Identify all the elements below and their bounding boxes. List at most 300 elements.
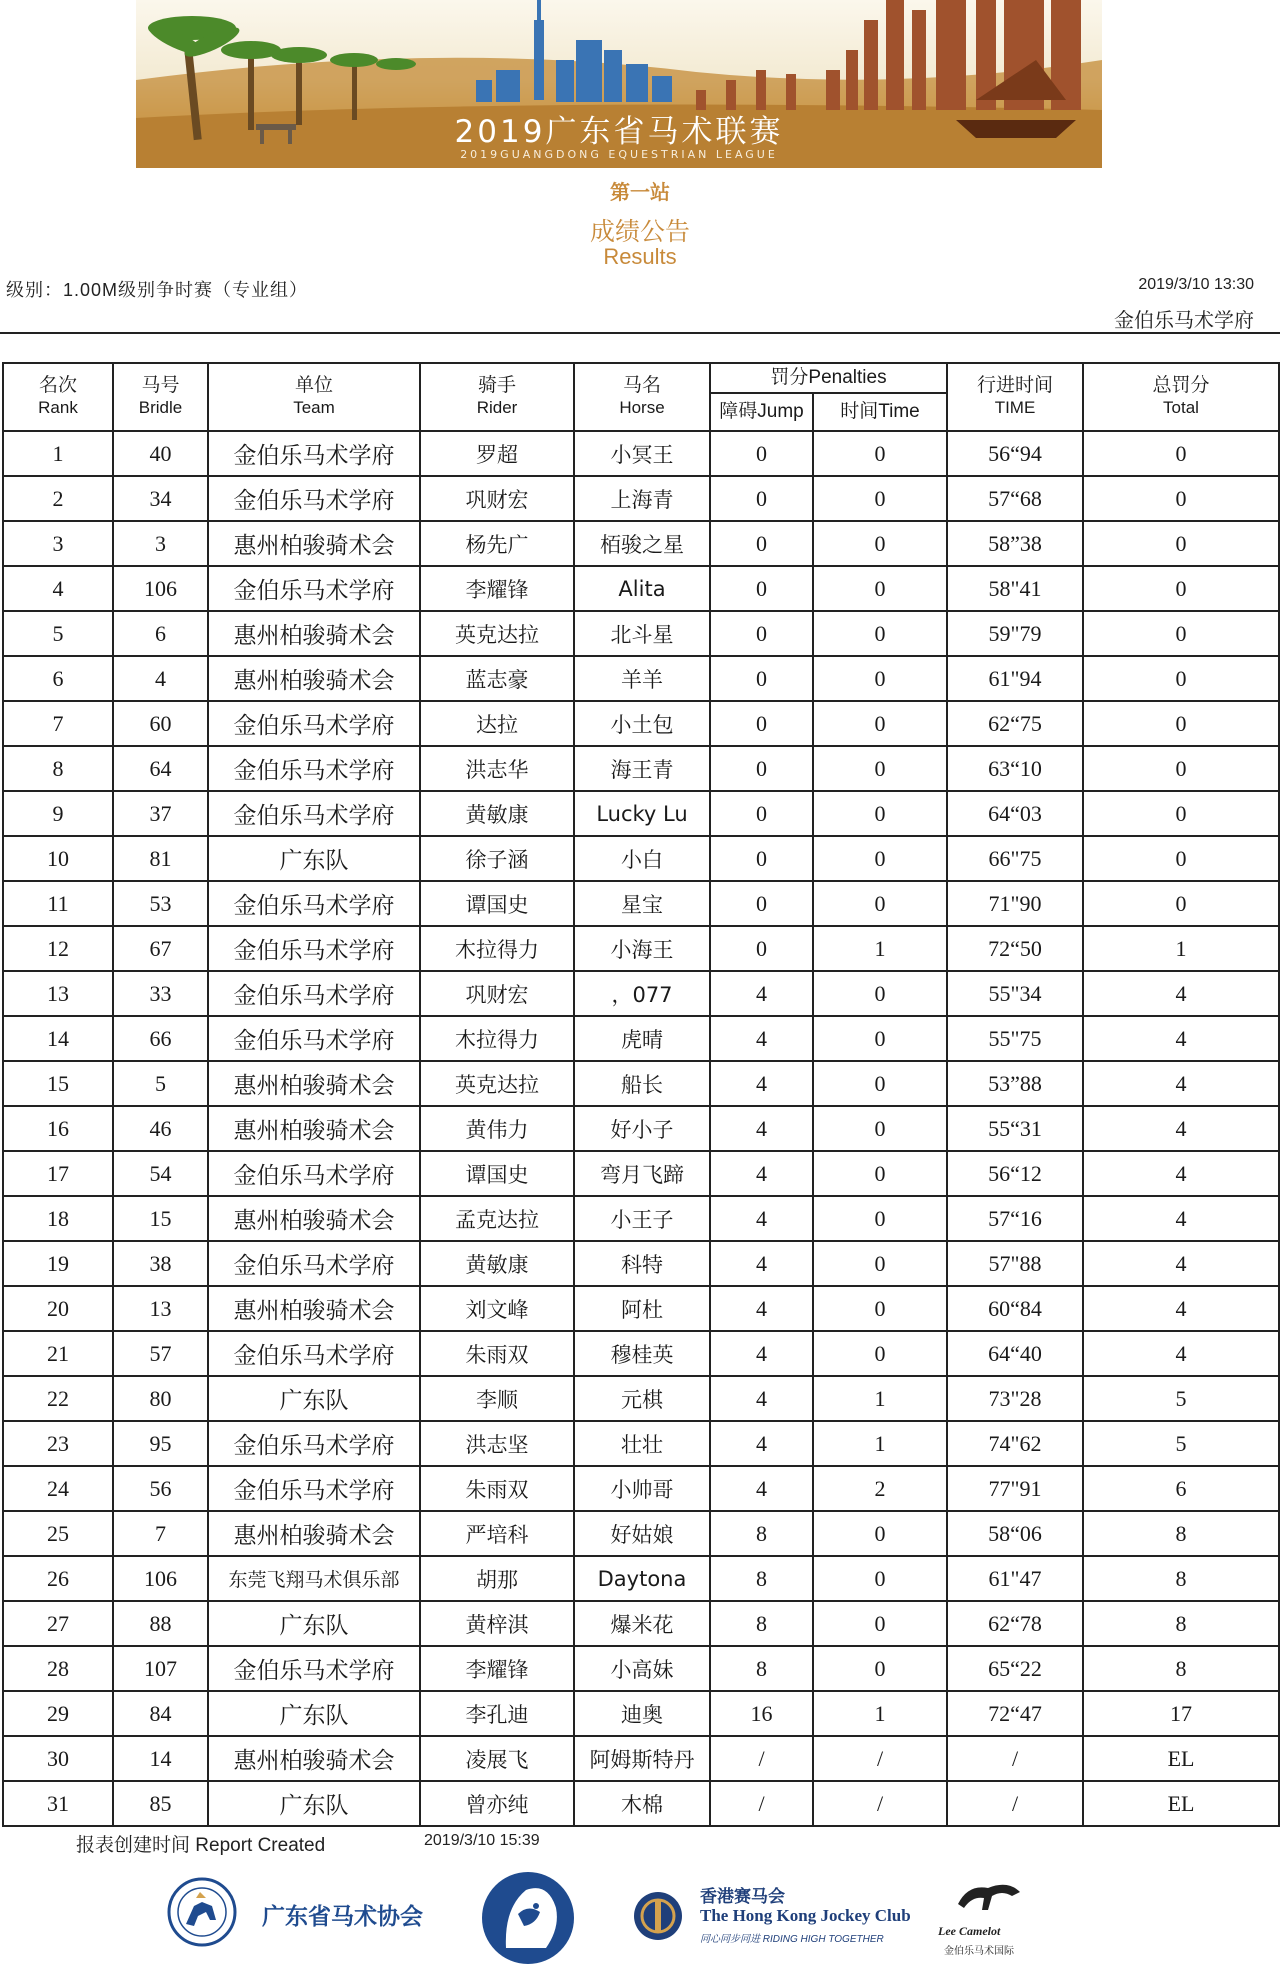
cell-total: 4 (1083, 1196, 1279, 1241)
col-team-cn: 单位 (294, 375, 333, 396)
cell-bridle: 33 (113, 971, 208, 1016)
table-row (3, 1421, 1279, 1466)
col-rider-en: Rider (476, 398, 518, 417)
cell-jump-penalty: 0 (710, 521, 813, 566)
cell-time-penalty: / (813, 1736, 947, 1781)
cell-horse: 羊羊 (574, 656, 710, 701)
cell-time: 58"41 (947, 566, 1083, 611)
cell-team: 金伯乐马术学府 (208, 1331, 420, 1376)
cell-rank: 12 (3, 926, 113, 971)
cell-time-penalty: 1 (813, 1421, 947, 1466)
cell-time-penalty: 0 (813, 476, 947, 521)
cell-rider: 徐子涵 (420, 836, 574, 881)
cell-rider: 凌展飞 (420, 1736, 574, 1781)
cell-rider: 黄伟力 (420, 1106, 574, 1151)
cell-rank: 7 (3, 701, 113, 746)
camelot-emblem-icon (948, 1874, 1028, 1923)
cell-total: 4 (1083, 1331, 1279, 1376)
cell-horse: 阿姆斯特丹 (574, 1736, 710, 1781)
cell-rider: 孟克达拉 (420, 1196, 574, 1241)
cell-bridle: 60 (113, 701, 208, 746)
table-row (3, 746, 1279, 791)
col-total-en: Total (1163, 398, 1199, 417)
table-row (3, 521, 1279, 566)
cell-bridle: 57 (113, 1331, 208, 1376)
cell-rank: 19 (3, 1241, 113, 1286)
cell-horse: 木棉 (574, 1781, 710, 1826)
cell-total: 4 (1083, 1151, 1279, 1196)
cell-time-penalty: 1 (813, 926, 947, 971)
cell-team: 惠州柏骏骑术会 (208, 656, 420, 701)
cell-rank: 1 (3, 431, 113, 476)
table-row (3, 1061, 1279, 1106)
cell-team: 金伯乐马术学府 (208, 881, 420, 926)
results-title-en: Results (603, 244, 677, 269)
cell-jump-penalty: 8 (710, 1511, 813, 1556)
cell-rank: 29 (3, 1691, 113, 1736)
cell-rank: 25 (3, 1511, 113, 1556)
table-row (3, 656, 1279, 701)
cell-team: 广东队 (208, 836, 420, 881)
table-row (3, 791, 1279, 836)
cell-bridle: 15 (113, 1196, 208, 1241)
cell-time: 66"75 (947, 836, 1083, 881)
banner-subtitle: 2019GUANGDONG EQUESTRIAN LEAGUE (460, 148, 778, 161)
cell-rider: 胡那 (420, 1556, 574, 1601)
cell-horse: 壮壮 (574, 1421, 710, 1466)
cell-total: 4 (1083, 1061, 1279, 1106)
cell-team: 金伯乐马术学府 (208, 1466, 420, 1511)
table-row (3, 1736, 1279, 1781)
cell-rank: 14 (3, 1016, 113, 1061)
cell-rank: 28 (3, 1646, 113, 1691)
cell-rider: 谭国史 (420, 1151, 574, 1196)
cell-total: 1 (1083, 926, 1279, 971)
col-horse-en: Horse (619, 398, 665, 417)
cell-team: 金伯乐马术学府 (208, 566, 420, 611)
cell-jump-penalty: 4 (710, 1196, 813, 1241)
cell-time: 64“40 (947, 1331, 1083, 1376)
cell-rider: 洪志华 (420, 746, 574, 791)
cell-rider: 谭国史 (420, 881, 574, 926)
cell-horse: 小海王 (574, 926, 710, 971)
cell-jump-penalty: 4 (710, 1331, 813, 1376)
cell-jump-penalty: 0 (710, 881, 813, 926)
col-horse (574, 363, 710, 431)
cell-team: 金伯乐马术学府 (208, 1421, 420, 1466)
cell-rider: 洪志坚 (420, 1421, 574, 1466)
cell-total: 6 (1083, 1466, 1279, 1511)
cell-rank: 20 (3, 1286, 113, 1331)
cell-time: 65“22 (947, 1646, 1083, 1691)
cell-horse: 星宝 (574, 881, 710, 926)
cell-total: 0 (1083, 431, 1279, 476)
cell-horse: 元棋 (574, 1376, 710, 1421)
cell-team: 广东队 (208, 1601, 420, 1646)
table-row (3, 1691, 1279, 1736)
table-row (3, 836, 1279, 881)
cell-bridle: 85 (113, 1781, 208, 1826)
cell-team: 广东队 (208, 1376, 420, 1421)
cell-rider: 达拉 (420, 701, 574, 746)
cell-rank: 6 (3, 656, 113, 701)
cell-horse: 好小子 (574, 1106, 710, 1151)
cell-total: 5 (1083, 1421, 1279, 1466)
cell-bridle: 5 (113, 1061, 208, 1106)
cell-rider: 黄敏康 (420, 1241, 574, 1286)
cell-time-penalty: 0 (813, 1511, 947, 1556)
cell-horse: 迪奥 (574, 1691, 710, 1736)
cell-time: / (947, 1736, 1083, 1781)
cell-team: 惠州柏骏骑术会 (208, 521, 420, 566)
cell-rider: 木拉得力 (420, 926, 574, 971)
cell-bridle: 38 (113, 1241, 208, 1286)
cell-bridle: 13 (113, 1286, 208, 1331)
cell-time-penalty: 0 (813, 791, 947, 836)
table-row (3, 476, 1279, 521)
cell-total: 0 (1083, 836, 1279, 881)
col-rider-cn: 骑手 (477, 375, 516, 396)
table-row (3, 926, 1279, 971)
cell-team: 金伯乐马术学府 (208, 791, 420, 836)
cell-bridle: 34 (113, 476, 208, 521)
cell-rank: 4 (3, 566, 113, 611)
cell-time: 58”38 (947, 521, 1083, 566)
header-row (3, 363, 1279, 393)
cell-time: 55“31 (947, 1106, 1083, 1151)
cell-jump-penalty: 4 (710, 1061, 813, 1106)
cell-time-penalty: 0 (813, 1151, 947, 1196)
cell-time-penalty: 2 (813, 1466, 947, 1511)
cell-rider: 巩财宏 (420, 476, 574, 521)
cell-rider: 曾亦纯 (420, 1781, 574, 1826)
camelot-name-en: Lee Camelot (938, 1924, 1001, 1938)
cell-time-penalty: 0 (813, 1286, 947, 1331)
cell-horse: 爆米花 (574, 1601, 710, 1646)
cell-team: 惠州柏骏骑术会 (208, 1286, 420, 1331)
cell-rider: 黄梓淇 (420, 1601, 574, 1646)
cell-bridle: 106 (113, 566, 208, 611)
cell-total: 5 (1083, 1376, 1279, 1421)
cell-bridle: 95 (113, 1421, 208, 1466)
cell-jump-penalty: 0 (710, 791, 813, 836)
gd-assoc-emblem-icon (166, 1876, 238, 1953)
cell-bridle: 66 (113, 1016, 208, 1061)
cell-total: 4 (1083, 1016, 1279, 1061)
table-row (3, 1511, 1279, 1556)
cell-jump-penalty: 4 (710, 1151, 813, 1196)
table-row (3, 1466, 1279, 1511)
cell-rank: 11 (3, 881, 113, 926)
cell-time: 59"79 (947, 611, 1083, 656)
cell-horse: 穆桂英 (574, 1331, 710, 1376)
col-penalties: 罚分Penalties (710, 363, 947, 393)
cell-team: 广东队 (208, 1691, 420, 1736)
cell-jump-penalty: / (710, 1736, 813, 1781)
cell-rank: 3 (3, 521, 113, 566)
cell-time: 53”88 (947, 1061, 1083, 1106)
col-time-cn: 行进时间 (977, 375, 1054, 396)
timestamp: 2019/3/10 13:30 (1138, 276, 1254, 293)
col-total-cn: 总罚分 (1152, 375, 1210, 396)
cell-team: 惠州柏骏骑术会 (208, 1511, 420, 1556)
cell-time-penalty: 0 (813, 1646, 947, 1691)
cell-rank: 18 (3, 1196, 113, 1241)
cell-team: 东莞飞翔马术俱乐部 (208, 1556, 420, 1601)
cell-team: 金伯乐马术学府 (208, 1646, 420, 1691)
hkjc-emblem-icon (632, 1890, 684, 1947)
hkjc-slogan: 同心同步同进 RIDING HIGH TOGETHER (700, 1934, 884, 1945)
cell-time: 57“16 (947, 1196, 1083, 1241)
cell-time-penalty: 0 (813, 656, 947, 701)
cell-time-penalty: 0 (813, 431, 947, 476)
cell-bridle: 14 (113, 1736, 208, 1781)
cell-team: 惠州柏骏骑术会 (208, 1736, 420, 1781)
cell-rank: 17 (3, 1151, 113, 1196)
cell-total: 0 (1083, 521, 1279, 566)
cell-rank: 24 (3, 1466, 113, 1511)
table-row (3, 1556, 1279, 1601)
cell-jump-penalty: 0 (710, 611, 813, 656)
horse-head-logo-icon (476, 1868, 580, 1973)
cell-bridle: 54 (113, 1151, 208, 1196)
cell-jump-penalty: 0 (710, 836, 813, 881)
cell-bridle: 3 (113, 521, 208, 566)
cell-horse: 栢骏之星 (574, 521, 710, 566)
cell-rank: 15 (3, 1061, 113, 1106)
cell-time-penalty: 0 (813, 1556, 947, 1601)
cell-team: 金伯乐马术学府 (208, 431, 420, 476)
cell-total: 17 (1083, 1691, 1279, 1736)
col-bridle (113, 363, 208, 431)
cell-horse: 科特 (574, 1241, 710, 1286)
cell-rider: 朱雨双 (420, 1331, 574, 1376)
cell-bridle: 106 (113, 1556, 208, 1601)
sponsor-logos (0, 1868, 1280, 1968)
cell-time-penalty: 0 (813, 701, 947, 746)
cell-bridle: 81 (113, 836, 208, 881)
table-row (3, 1016, 1279, 1061)
cell-bridle: 107 (113, 1646, 208, 1691)
cell-jump-penalty: 4 (710, 1421, 813, 1466)
cell-time-penalty: 0 (813, 1601, 947, 1646)
cell-time-penalty: / (813, 1781, 947, 1826)
cell-team: 金伯乐马术学府 (208, 926, 420, 971)
cell-jump-penalty: 8 (710, 1646, 813, 1691)
table-row (3, 701, 1279, 746)
cell-rank: 16 (3, 1106, 113, 1151)
cell-time: 77"91 (947, 1466, 1083, 1511)
cell-jump-penalty: 4 (710, 1106, 813, 1151)
cell-time-penalty: 0 (813, 1106, 947, 1151)
col-rider (420, 363, 574, 431)
table-row (3, 1196, 1279, 1241)
col-team-en: Team (293, 398, 335, 417)
cell-team: 金伯乐马术学府 (208, 476, 420, 521)
cell-jump-penalty: 4 (710, 1241, 813, 1286)
cell-horse: 船长 (574, 1061, 710, 1106)
cell-jump-penalty: 0 (710, 926, 813, 971)
table-row (3, 1241, 1279, 1286)
cell-time: 57"88 (947, 1241, 1083, 1286)
table-row (3, 1601, 1279, 1646)
cell-rank: 2 (3, 476, 113, 521)
cell-total: 0 (1083, 701, 1279, 746)
cell-rider: 木拉得力 (420, 1016, 574, 1061)
camelot-name-cn: 金伯乐马术国际 (944, 1946, 1014, 1957)
cell-rider: 杨先广 (420, 521, 574, 566)
cell-rider: 巩财宏 (420, 971, 574, 1016)
cell-total: EL (1083, 1736, 1279, 1781)
report-created-label: 报表创建时间 Report Created (76, 1835, 326, 1856)
col-rank (3, 363, 113, 431)
col-rank-en: Rank (38, 398, 78, 417)
cell-rank: 30 (3, 1736, 113, 1781)
cell-time-penalty: 0 (813, 1016, 947, 1061)
cell-total: 8 (1083, 1511, 1279, 1556)
cell-rider: 英克达拉 (420, 611, 574, 656)
col-bridle-cn: 马号 (141, 375, 180, 396)
cell-total: 0 (1083, 791, 1279, 836)
cell-bridle: 37 (113, 791, 208, 836)
cell-team: 惠州柏骏骑术会 (208, 1196, 420, 1241)
col-time-en: TIME (994, 398, 1036, 417)
cell-time: 73"28 (947, 1376, 1083, 1421)
cell-bridle: 7 (113, 1511, 208, 1556)
cell-time-penalty: 1 (813, 1376, 947, 1421)
cell-horse: 小高妹 (574, 1646, 710, 1691)
cell-time-penalty: 1 (813, 1691, 947, 1736)
cell-time-penalty: 0 (813, 836, 947, 881)
cell-rank: 26 (3, 1556, 113, 1601)
col-rank-cn: 名次 (38, 375, 77, 396)
cell-jump-penalty: 0 (710, 476, 813, 521)
cell-total: 4 (1083, 1106, 1279, 1151)
cell-total: 4 (1083, 971, 1279, 1016)
divider (0, 332, 1280, 334)
cell-time: 63“10 (947, 746, 1083, 791)
cell-rider: 蓝志豪 (420, 656, 574, 701)
cell-horse: 虎晴 (574, 1016, 710, 1061)
cell-jump-penalty: 4 (710, 1286, 813, 1331)
cell-rider: 黄敏康 (420, 791, 574, 836)
results-table (2, 362, 1280, 1827)
cell-rider: 朱雨双 (420, 1466, 574, 1511)
cell-team: 惠州柏骏骑术会 (208, 1061, 420, 1106)
table-row (3, 1781, 1279, 1826)
cell-total: EL (1083, 1781, 1279, 1826)
col-time-penalty: 时间Time (813, 393, 947, 431)
col-total (1083, 363, 1279, 431)
cell-horse: Alita (574, 566, 710, 611)
cell-rank: 21 (3, 1331, 113, 1376)
cell-total: 0 (1083, 881, 1279, 926)
cell-team: 金伯乐马术学府 (208, 746, 420, 791)
cell-bridle: 53 (113, 881, 208, 926)
cell-horse: 好姑娘 (574, 1511, 710, 1556)
cell-team: 金伯乐马术学府 (208, 1016, 420, 1061)
cell-rank: 23 (3, 1421, 113, 1466)
cell-time: 55"75 (947, 1016, 1083, 1061)
results-body (3, 431, 1279, 1826)
cell-rider: 李耀锋 (420, 566, 574, 611)
cell-rank: 13 (3, 971, 113, 1016)
cell-total: 4 (1083, 1286, 1279, 1331)
cell-time: / (947, 1781, 1083, 1826)
cell-rider: 严培科 (420, 1511, 574, 1556)
gd-assoc-name: 广东省马术协会 (262, 1903, 423, 1929)
cell-jump-penalty: 4 (710, 1016, 813, 1061)
cell-jump-penalty: 4 (710, 971, 813, 1016)
cell-total: 0 (1083, 611, 1279, 656)
cell-team: 惠州柏骏骑术会 (208, 1106, 420, 1151)
cell-rank: 10 (3, 836, 113, 881)
banner-title: 2019广东省马术联赛 (454, 114, 784, 150)
cell-total: 0 (1083, 566, 1279, 611)
cell-time: 56“12 (947, 1151, 1083, 1196)
cell-horse: 小帅哥 (574, 1466, 710, 1511)
cell-total: 8 (1083, 1646, 1279, 1691)
cell-team: 惠州柏骏骑术会 (208, 611, 420, 656)
cell-time-penalty: 0 (813, 746, 947, 791)
cell-jump-penalty: 0 (710, 701, 813, 746)
cell-time: 72“50 (947, 926, 1083, 971)
cell-time: 74"62 (947, 1421, 1083, 1466)
cell-time-penalty: 0 (813, 1061, 947, 1106)
col-bridle-en: Bridle (138, 398, 183, 417)
table-row (3, 1646, 1279, 1691)
cell-time-penalty: 0 (813, 881, 947, 926)
cell-bridle: 84 (113, 1691, 208, 1736)
cell-time: 56“94 (947, 431, 1083, 476)
table-row (3, 611, 1279, 656)
table-row (3, 1151, 1279, 1196)
cell-jump-penalty: 8 (710, 1556, 813, 1601)
cell-rank: 9 (3, 791, 113, 836)
cell-jump-penalty: 16 (710, 1691, 813, 1736)
col-time (947, 363, 1083, 431)
table-row (3, 971, 1279, 1016)
cell-jump-penalty: 4 (710, 1376, 813, 1421)
cell-horse: 小冥王 (574, 431, 710, 476)
cell-horse: Daytona (574, 1556, 710, 1601)
table-row (3, 566, 1279, 611)
cell-horse: Lucky Lu (574, 791, 710, 836)
cell-bridle: 4 (113, 656, 208, 701)
cell-time-penalty: 0 (813, 971, 947, 1016)
cell-bridle: 64 (113, 746, 208, 791)
col-team (208, 363, 420, 431)
cell-bridle: 67 (113, 926, 208, 971)
cell-rank: 8 (3, 746, 113, 791)
cell-bridle: 56 (113, 1466, 208, 1511)
table-row (3, 1376, 1279, 1421)
cell-time: 57“68 (947, 476, 1083, 521)
header-banner (136, 0, 1102, 168)
cell-jump-penalty: 8 (710, 1601, 813, 1646)
cell-horse: 海王青 (574, 746, 710, 791)
cell-time: 61"47 (947, 1556, 1083, 1601)
col-jump: 障碍Jump (710, 393, 813, 431)
cell-jump-penalty: 0 (710, 566, 813, 611)
cell-time: 72“47 (947, 1691, 1083, 1736)
cell-horse: 北斗星 (574, 611, 710, 656)
stage-label: 第一站 (610, 182, 670, 204)
cell-time: 58“06 (947, 1511, 1083, 1556)
results-title-cn: 成绩公告 (589, 218, 690, 246)
cell-rider: 罗超 (420, 431, 574, 476)
cell-time: 71"90 (947, 881, 1083, 926)
